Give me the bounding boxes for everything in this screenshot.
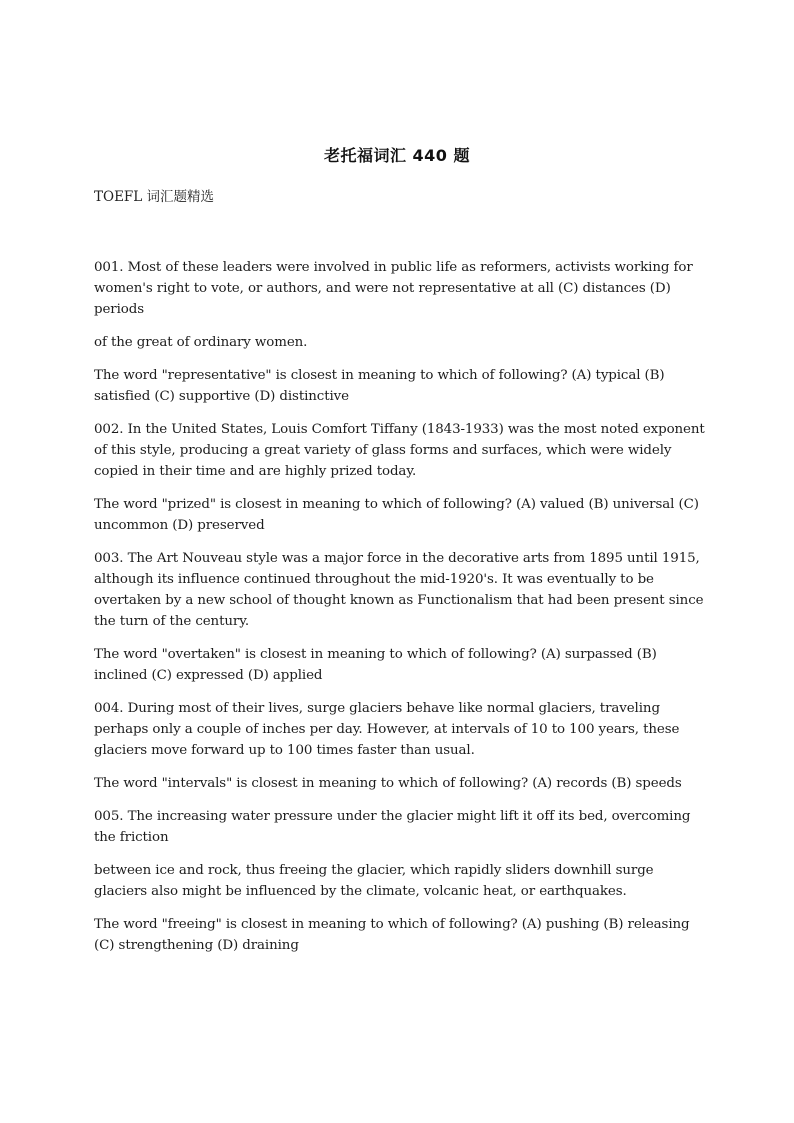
paragraph-q005-continued: between ice and rock, thus freeing the glacier, which rapidly sliders downhill surge glaciers also might be influenced by the climate, volcanic heat, or earthquakes. — [94, 863, 654, 899]
document-body — [94, 257, 710, 968]
paragraph-q003-passage: 003. The Art Nouveau style was a major force in the decorative arts from 1895 until 1915, although its influence continued throughout the mid-1920's. It was eventually to be overtaken by a new school of thought known as Functionalism that had been present since the turn of the century. — [94, 551, 704, 629]
paragraph-q001-passage: 001. Most of these leaders were involved in public life as reformers, activists working for women's right to vote, or authors, and were not representative at all (C) distances (D) periods — [94, 260, 693, 317]
paragraph-q002-question: The word "prized" is closest in meaning to which of following? (A) valued (B) universal (C) uncommon (D) preserved — [94, 497, 699, 533]
paragraph-q004-passage: 004. During most of their lives, surge glaciers behave like normal glaciers, traveling perhaps only a couple of inches per day. However, at intervals of 10 to 100 years, these glaciers move forward up to 100 times faster than usual. — [94, 701, 680, 758]
page-subtitle: TOEFL 词汇题精选 — [94, 189, 215, 205]
page-title: 老托福词汇 440 题 — [323, 146, 471, 165]
paragraph-q005-passage: 005. The increasing water pressure under the glacier might lift it off its bed, overcoming the friction — [94, 809, 691, 845]
paragraph-q002-passage: 002. In the United States, Louis Comfort Tiffany (1843-1933) was the most noted exponent of this style, producing a great variety of glass forms and surfaces, which were widely copied in their time and are highly prized today. — [94, 422, 705, 479]
paragraph-q001-continued: of the great of ordinary women. — [94, 335, 308, 350]
paragraph-q001-question: The word "representative" is closest in meaning to which of following? (A) typical (B) satisfied (C) supportive (D) distinctive — [94, 368, 665, 404]
paragraph-q005-question: The word "freeing" is closest in meaning to which of following? (A) pushing (B) releasing (C) strengthening (D) draining — [94, 917, 690, 953]
paragraph-q004-question: The word "intervals" is closest in meaning to which of following? (A) records (B) speeds — [94, 776, 682, 791]
paragraph-q003-question: The word "overtaken" is closest in meaning to which of following? (A) surpassed (B) inclined (C) expressed (D) applied — [94, 647, 657, 683]
